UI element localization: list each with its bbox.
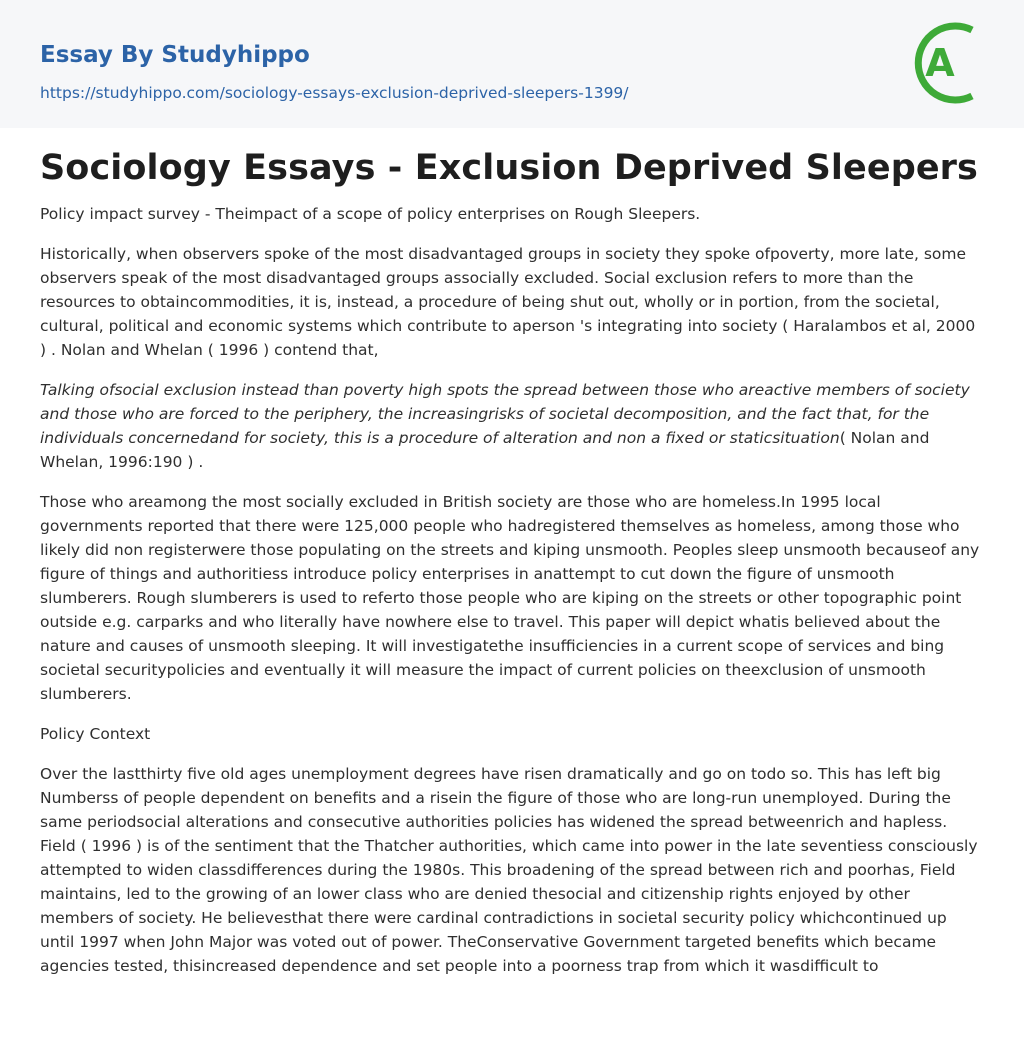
article-subtitle: Policy impact survey - Theimpact of a scope of policy enterprises on Rough Sleepers. [40,205,701,223]
logo-letter: A [925,41,955,85]
page-title: Sociology Essays - Exclusion Deprived Sleepers [40,148,978,188]
quote-citation: ( Nolan and Whelan, 1996:190 ) . [40,429,930,471]
brand-link[interactable]: Essay By Studyhippo [40,42,310,68]
paragraph-1: Historically, when observers spoke of the most disadvantaged groups in society they spoke ofpoverty, more late, some observers speak of the most disadvantaged groups associally excluded. Social exclusion refers to more than the resources to obtaincommodities, it is, instead, a procedure of being shut out, wholly or in portion, from the societal, cultural, political and economic systems which contribute to aperson 's integrating into society ( Haralambos et al, 2000 ) . Nolan and Whelan ( 1996 ) contend that, [40,245,976,359]
quote-paragraph [40,378,984,474]
source-url-link[interactable]: https://studyhippo.com/sociology-essays-exclusion-deprived-sleepers-1399/ [40,84,629,102]
article [0,128,1024,978]
site-header [0,0,1024,128]
section-heading: Policy Context [40,725,151,743]
italic-quote: Talking ofsocial exclusion instead than poverty high spots the spread between those who areactive members of society and those who are forced to the periphery, the increasingrisks of societal decomposition, and the fact that, for the individuals concernedand for society, this is a procedure of alteration and non a fixed or staticsituation [40,381,970,447]
studyhippo-logo-icon[interactable] [914,20,986,106]
paragraph-3: Over the lastthirty five old ages unemployment degrees have risen dramatically and go on todo so. This has left big Numberss of people dependent on benefits and a risein the figure of those who are long-run unemployed. During the same periodsocial alterations and consecutive authorities policies has widened the spread betweenrich and hapless. Field ( 1996 ) is of the sentiment that the Thatcher authorities, which came into power in the late seventiess consciously attempted to widen classdifferences during the 1980s. This broadening of the spread between rich and poorhas, Field maintains, led to the growing of an lower class who are denied thesocial and citizenship rights enjoyed by other members of society. He believesthat there were cardinal contradictions in societal security policy whichcontinued up until 1997 when John Major was voted out of power. TheConservative Government targeted benefits which became agencies tested, thisincreased dependence and set people into a poorness trap from which it wasdifficult to [40,765,978,975]
paragraph-2: Those who areamong the most socially excluded in British society are those who are homeless.In 1995 local governments reported that there were 125,000 people who hadregistered themselves as homeless, among those who likely did non registerwere those populating on the streets and kiping unsmooth. Peoples sleep unsmooth becauseof any figure of things and authoritiess introduce policy enterprises in anattempt to cut down the figure of unsmooth slumberers. Rough slumberers is used to referto those people who are kiping on the streets or other topographic point outside e.g. carparks and who literally have nowhere else to travel. This paper will depict whatis believed about the nature and causes of unsmooth sleeping. It will investigatethe insufficiencies in a current scope of services and bing societal securitypolicies and eventually it will measure the impact of current policies on theexclusion of unsmooth slumberers. [40,493,980,703]
